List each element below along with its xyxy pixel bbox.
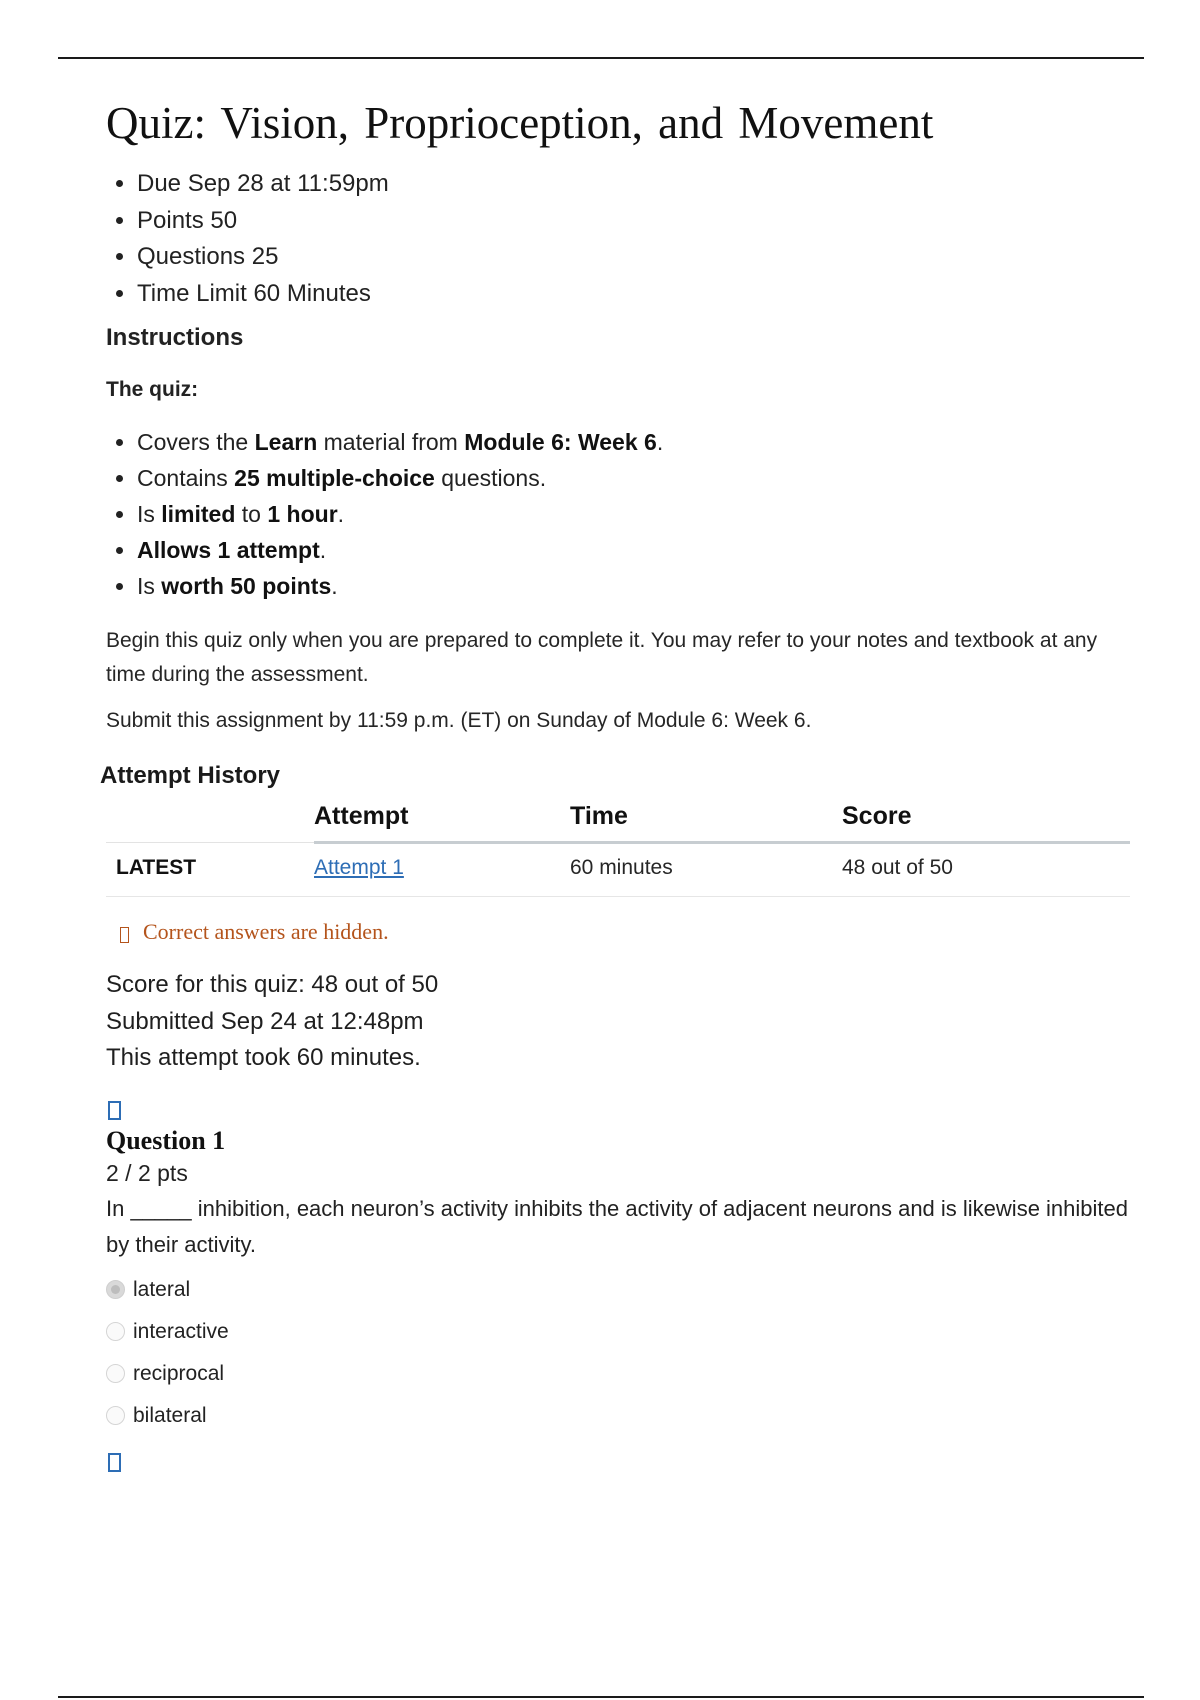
table-header-row — [106, 802, 1130, 843]
submitted-date: Submitted Sep 24 at 12:48pm — [106, 1007, 424, 1035]
answer-option-interactive[interactable] — [106, 1311, 1136, 1353]
instructions-paragraph: Begin this quiz only when you are prepared to complete it. You may refer to your notes and textbook at any time during the assessment. — [106, 629, 1098, 686]
attempt-history-table — [106, 802, 1130, 897]
instruction-item: • Allows 1 attempt. — [137, 532, 1136, 568]
quiz-meta-list — [106, 166, 1136, 312]
radio-icon[interactable] — [106, 1322, 125, 1341]
instruction-item: • Covers the Learn material from Module 6: Week 6. — [137, 424, 1136, 460]
quiz-page — [100, 96, 1136, 1478]
table-row — [106, 843, 1130, 897]
radio-icon[interactable] — [106, 1406, 125, 1425]
answer-option-bilateral[interactable] — [106, 1395, 1136, 1437]
flag-question-icon[interactable] — [108, 1453, 121, 1472]
instruction-item: • Is limited to 1 hour. — [137, 496, 1136, 532]
answer-label: reciprocal — [133, 1361, 225, 1385]
correct-answers-hidden-notice — [120, 919, 1136, 945]
answer-label: lateral — [133, 1277, 191, 1301]
instruction-item: • Contains 25 multiple-choice questions. — [137, 460, 1136, 496]
instruction-item: • Is worth 50 points. — [137, 568, 1136, 604]
answer-label: interactive — [133, 1319, 229, 1343]
question-count: • Questions 25 — [137, 239, 1136, 276]
attempt-cell — [314, 843, 570, 897]
latest-label: LATEST — [106, 843, 314, 897]
radio-icon[interactable] — [106, 1364, 125, 1383]
answer-label: bilateral — [133, 1403, 207, 1427]
bottom-rule — [58, 1696, 1144, 1698]
time-limit: • Time Limit 60 Minutes — [137, 276, 1136, 313]
column-header-score: Score — [842, 802, 1130, 843]
column-header-time: Time — [570, 802, 842, 843]
attempt-history-heading: Attempt History — [100, 762, 281, 789]
score-cell: 48 out of 50 — [842, 843, 1130, 897]
answer-list — [106, 1269, 1136, 1437]
question-points: 2 / 2 pts — [106, 1159, 188, 1186]
answer-option-lateral[interactable] — [106, 1269, 1136, 1311]
column-header-attempt: Attempt — [314, 802, 570, 843]
instructions-list — [106, 424, 1136, 604]
attempt-duration: This attempt took 60 minutes. — [106, 1044, 421, 1071]
attempt-1-link[interactable]: Attempt 1 — [314, 856, 404, 879]
answer-option-reciprocal[interactable] — [106, 1353, 1136, 1395]
page-title: Quiz: Vision, Proprioception, and Movement — [106, 98, 934, 148]
instructions-subheading: The quiz: — [106, 378, 199, 401]
time-cell: 60 minutes — [570, 843, 842, 897]
attempt-summary — [106, 967, 1136, 1077]
quiz-score: Score for this quiz: 48 out of 50 — [106, 971, 439, 998]
radio-selected-icon[interactable] — [106, 1280, 125, 1299]
submission-deadline: Submit this assignment by 11:59 p.m. (ET) on Sunday of Module 6: Week 6. — [106, 709, 812, 732]
top-rule — [58, 57, 1144, 59]
points: • Points 50 — [137, 203, 1136, 240]
question-text: In _____ inhibition, each neuron’s activity inhibits the activity of adjacent neurons and is likewise inhibited by their activity. — [106, 1195, 1128, 1257]
warning-icon — [120, 927, 129, 943]
column-header — [106, 802, 314, 843]
question-title: Question 1 — [106, 1125, 226, 1155]
notice-text: Correct answers are hidden. — [143, 919, 389, 944]
due-date: • Due Sep 28 at 11:59pm — [137, 166, 1136, 203]
instructions-heading: Instructions — [106, 324, 244, 351]
flag-question-icon[interactable] — [108, 1101, 121, 1120]
